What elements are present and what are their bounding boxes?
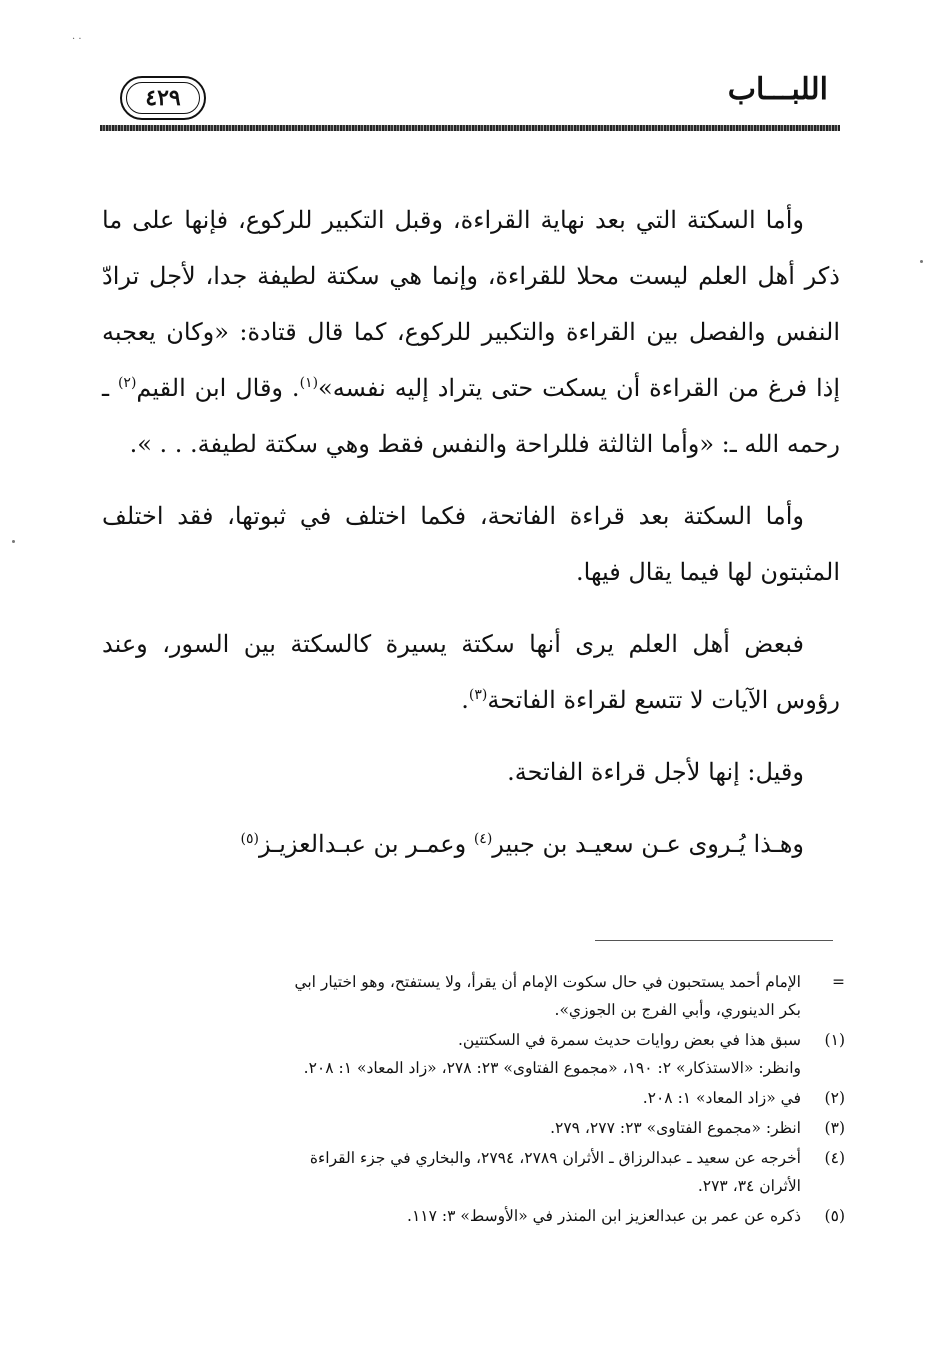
footnote-item <box>100 1084 845 1112</box>
footnote-line: انظر: «مجموع الفتاوى» ٢٣: ٢٧٧، ٢٧٩. <box>550 1119 801 1137</box>
scan-mark: · · <box>72 34 82 45</box>
footnote-marker: (٣) <box>824 1119 845 1137</box>
footnote-marker: (٥) <box>824 1207 845 1225</box>
page-number-frame <box>120 76 206 120</box>
footnote-line: أخرجه عن سعيد ـ عبدالرزاق ـ الأثران ٢٧٨٩، ٢٧٩٤، والبخاري في جزء القراءة <box>309 1149 801 1167</box>
footnote-item <box>100 1202 845 1230</box>
scan-speck <box>920 260 923 263</box>
running-title: اللبـــاب <box>727 72 828 107</box>
footnote-item <box>100 1144 845 1200</box>
footnote-line: ذكره عن عمر بن عبدالعزيز ابن المنذر في «الأوسط» ٣: ١١٧. <box>407 1207 801 1225</box>
page-number: ٤٢٩ <box>145 85 181 111</box>
header-divider <box>100 125 840 131</box>
footnote-line: في «زاد المعاد» ١: ٢٠٨. <box>642 1089 801 1107</box>
footnote-line: وانظر: «الاستذكار» ٢: ١٩٠، «مجموع الفتاوى» ٢٣: ٢٧٨، «زاد المعاد» ١: ٢٠٨. <box>303 1059 801 1077</box>
footnote-marker: = <box>832 973 845 991</box>
footnote-line: الإمام أحمد يستحبون في حال سكوت الإمام أن يقرأ، ولا يستفتح، وهو اختيار ابي <box>294 973 801 991</box>
footnote-ref: (٤) <box>473 831 493 847</box>
paragraph: وأما السكتة بعد قراءة الفاتحة، فكما اختلف في ثبوتها، فقد اختلف المثبتون لها فيما يقال فيها. <box>102 502 840 586</box>
footnote-line: الأثران ٣٤، ٢٧٣. <box>697 1177 801 1195</box>
scan-speck <box>12 540 15 543</box>
paragraph: وقيل: إنها لأجل قراءة الفاتحة. <box>507 758 804 786</box>
footnote-marker: (١) <box>824 1031 845 1049</box>
footnote-ref: (٢) <box>117 375 137 391</box>
footnote-marker: (٤) <box>824 1149 845 1167</box>
footnotes <box>100 968 845 1232</box>
footnote-ref: (١) <box>299 375 319 391</box>
footnote-divider <box>595 940 833 941</box>
footnote-ref: (٥) <box>240 831 259 847</box>
page-header <box>100 72 840 122</box>
paragraph: وأما السكتة التي بعد نهاية القراءة، وقبل التكبير للركوع، فإنها على ما ذكر أهل العلم ليست محلا للقراءة، وإنما هي سكتة لطيفة جدا، لأجل ترادّ النفس والفصل بين القراءة والتكبير للركوع، كما قال قتادة: «وكان يعجبه إذا فرغ من القراءة أن يسكت حتى يتراد إليه نفسه»$^{(١)}$. وقال ابن القيم$^{(٢)}$ ـ رحمه الله ـ: «وأما الثالثة فللراحة والنفس فقط وهي سكتة لطيفة. . . ». <box>102 206 840 458</box>
paragraph: وهـذا يُـروى عـن سعيـد بن جبير$^{(٤)}$ وعمـر بن عبـدالعزيـز$^{(٥)}$ <box>240 830 804 858</box>
paragraph: فبعض أهل العلم يرى أنها سكتة يسيرة كالسكتة بين السور، وعند رؤوس الآيات لا تتسع لقراءة الفاتحة$^{(٣)}$. <box>102 630 840 714</box>
footnote-line: سبق هذا في بعض روايات حديث سمرة في السكتتين. <box>457 1031 801 1049</box>
footnote-ref: (٣) <box>468 687 488 703</box>
footnote-item <box>100 1026 845 1082</box>
footnote-line: بكر الدينوري، وأبي الفرج بن الجوزي». <box>554 1001 801 1019</box>
footnote-marker: (٢) <box>824 1089 845 1107</box>
footnote-continuation <box>100 968 845 1024</box>
footnote-item <box>100 1114 845 1142</box>
main-text <box>102 192 840 888</box>
